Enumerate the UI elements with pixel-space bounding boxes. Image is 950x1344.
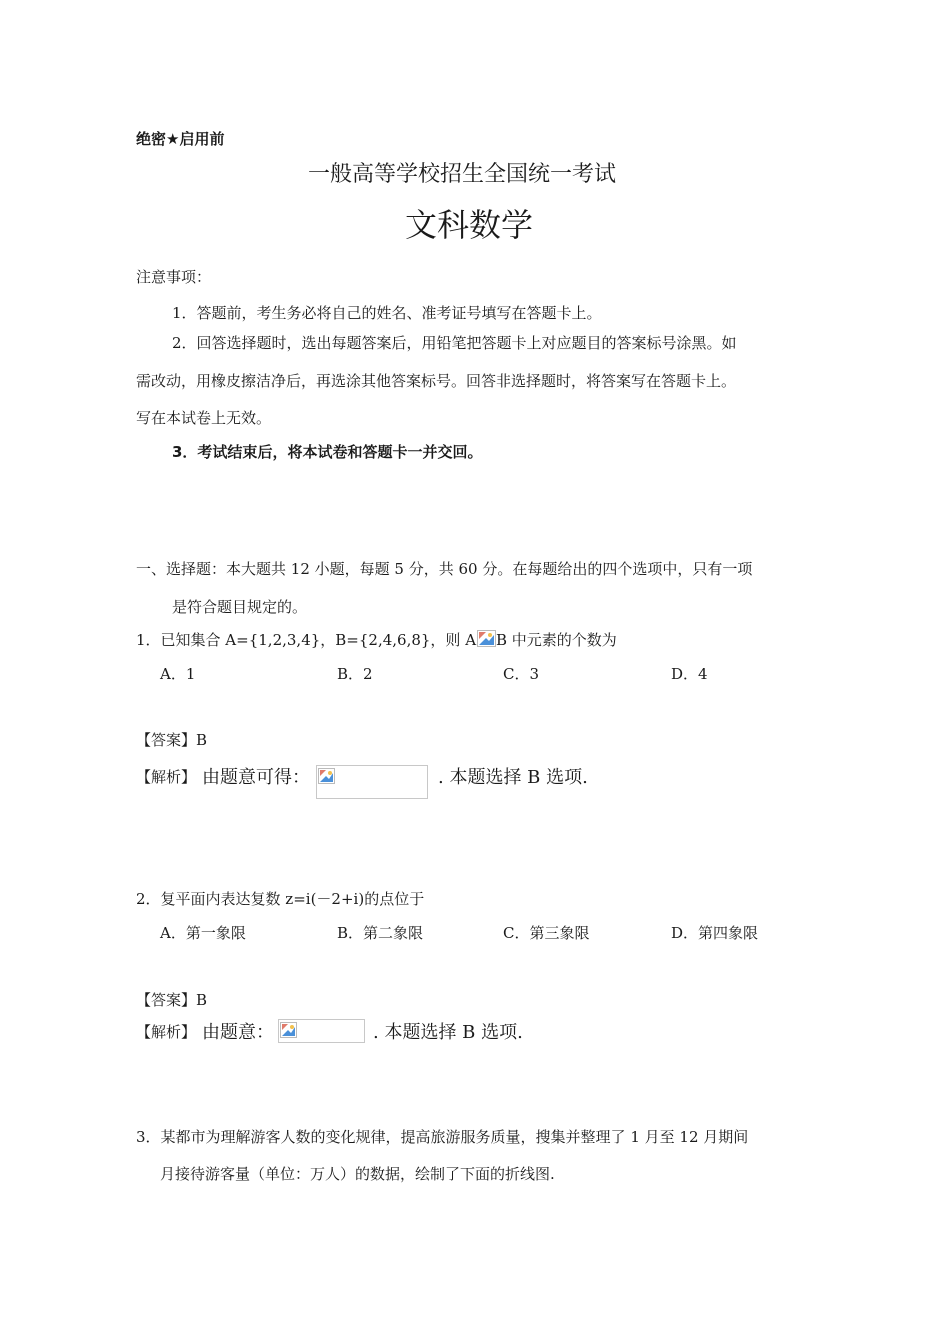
q1-analysis-text: 由题意可得： <box>202 767 310 788</box>
q1-analysis-label: 【解析】 <box>136 768 197 786</box>
q2-answer: 【答案】B <box>136 991 208 1009</box>
q3-stem-line-2: 月接待游客量（单位：万人）的数据，绘制了下面的折线图. <box>160 1165 555 1183</box>
q2-analysis-tail: . 本题选择 B 选项. <box>373 1022 523 1043</box>
broken-image-icon <box>477 630 496 647</box>
q1-analysis-tail: . 本题选择 B 选项. <box>438 767 588 788</box>
subject-title: 文科数学 <box>405 206 534 244</box>
notice-item-2-line-3: 写在本试卷上无效。 <box>136 409 272 427</box>
notice-item-2-line-1: 2．回答选择题时，选出每题答案后，用铅笔把答题卡上对应题目的答案标号涂黑。如 <box>172 334 737 352</box>
q1-answer: 【答案】B <box>136 731 208 749</box>
section-heading-line-2: 是符合题目规定的。 <box>172 598 308 616</box>
q1-stem-part-1: 1．已知集合 A={1,2,3,4}，B={2,4,6,8}，则 A <box>136 631 477 649</box>
exam-title: 一般高等学校招生全国统一考试 <box>308 162 617 187</box>
broken-image-icon <box>280 1022 297 1038</box>
q2-option-d: D．第四象限 <box>671 924 759 942</box>
broken-image-icon <box>318 768 335 784</box>
q2-formula-image <box>278 1019 365 1043</box>
q1-option-b: B．2 <box>337 665 373 683</box>
q2-option-b: B．第二象限 <box>337 924 424 942</box>
section-heading-line-1: 一、选择题：本大题共 12 小题，每题 5 分，共 60 分。在每题给出的四个选项中，只有一项 <box>136 560 753 578</box>
notice-item-2-line-2: 需改动，用橡皮擦洁净后，再选涂其他答案标号。回答非选择题时，将答案写在答题卡上。 <box>136 372 737 390</box>
q3-stem-line-1: 3．某都市为理解游客人数的变化规律，提高旅游服务质量，搜集并整理了 1 月至 12 月期间 <box>136 1128 749 1146</box>
notice-heading: 注意事项： <box>136 268 212 286</box>
notice-item-1: 1．答题前，考生务必将自己的姓名、准考证号填写在答题卡上。 <box>172 304 602 322</box>
q1-option-c: C．3 <box>503 665 540 683</box>
q1-option-d: D．4 <box>671 665 708 683</box>
q1-option-a: A．1 <box>160 665 196 683</box>
q2-option-a: A．第一象限 <box>160 924 246 942</box>
notice-item-3: 3．考试结束后，将本试卷和答题卡一并交回。 <box>172 443 483 461</box>
q1-formula-image <box>316 765 428 799</box>
confidential-label: 绝密★启用前 <box>136 130 225 148</box>
q2-option-c: C．第三象限 <box>503 924 590 942</box>
q2-analysis-label: 【解析】 <box>136 1023 197 1041</box>
q2-stem: 2．复平面内表达复数 z=i(－2+i)的点位于 <box>136 890 425 908</box>
q1-stem-part-2: B 中元素的个数为 <box>496 631 617 649</box>
q2-analysis-text: 由题意： <box>202 1022 274 1043</box>
